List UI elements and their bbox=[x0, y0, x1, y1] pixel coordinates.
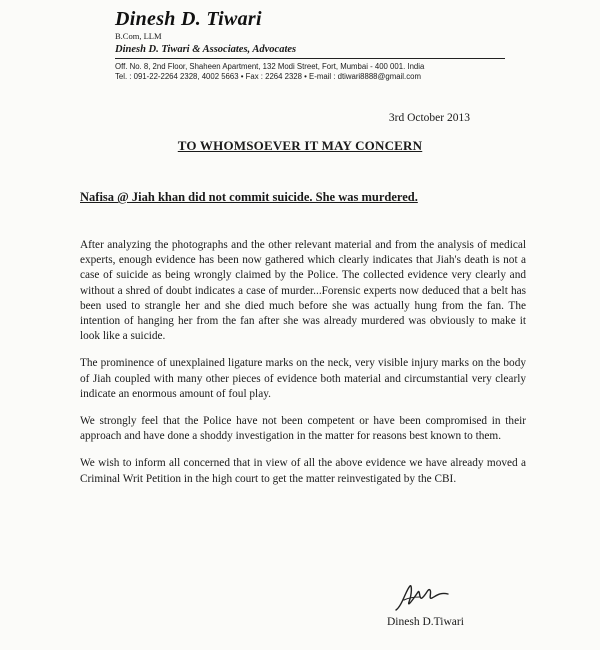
body-paragraph-2: The prominence of unexplained ligature marks on the neck, very visible injury marks on the body of Jiah coupled with many other pieces of evidence both material and circumstantial very clearly indicate an enormous amount of foul play. bbox=[80, 357, 526, 400]
letterhead-firm: Dinesh D. Tiwari & Associates, Advocates bbox=[115, 44, 297, 55]
body-paragraph-1: After analyzing the photographs and the other relevant material and from the analysis of medical experts, enough evidence has been now gathered which clearly indicates that Jiah's death is not a case of suicide as being wrongly claimed by the Police. The collected evidence very clearly and without a shred of doubt indicates a case of murder...Forensic experts now deduced that a belt has been used to strangle her and she died much before she was actually hung from the fan. The intention of hanging her from the fan after she was already murdered was obviously to make it look like a suicide. bbox=[80, 239, 526, 343]
body-paragraph-4: We wish to inform all concerned that in view of all the above evidence we have already moved a Criminal Writ Petition in the high court to get the matter reinvestigated by the CBI. bbox=[80, 457, 526, 485]
letter-heading: TO WHOMSOEVER IT MAY CONCERN bbox=[177, 138, 423, 153]
letter-body bbox=[80, 238, 526, 499]
letterhead-address: Off. No. 8, 2nd Floor, Shaheen Apartment, 132 Modi Street, Fort, Mumbai - 400 001. India bbox=[115, 62, 425, 71]
letterhead bbox=[115, 8, 515, 82]
letter-subject: Nafisa @ Jiah khan did not commit suicide. She was murdered. bbox=[80, 190, 418, 204]
letterhead-divider bbox=[115, 58, 505, 59]
signatory-name: Dinesh D.Tiwari bbox=[387, 616, 464, 628]
letter-date: 3rd October 2013 bbox=[388, 112, 470, 124]
handwritten-signature bbox=[392, 580, 452, 616]
letterhead-degree: B.Com, LLM bbox=[115, 31, 162, 41]
letterhead-name: Dinesh D. Tiwari bbox=[115, 8, 262, 30]
letterhead-contact: Tel. : 091-22-2264 2328, 4002 5663 • Fax : 2264 2328 • E-mail : dtiwari8888@gmail.com bbox=[115, 72, 421, 81]
body-paragraph-3: We strongly feel that the Police have not been competent or have been compromised in their approach and have done a shoddy investigation in the matter for reasons best known to them. bbox=[80, 415, 526, 443]
